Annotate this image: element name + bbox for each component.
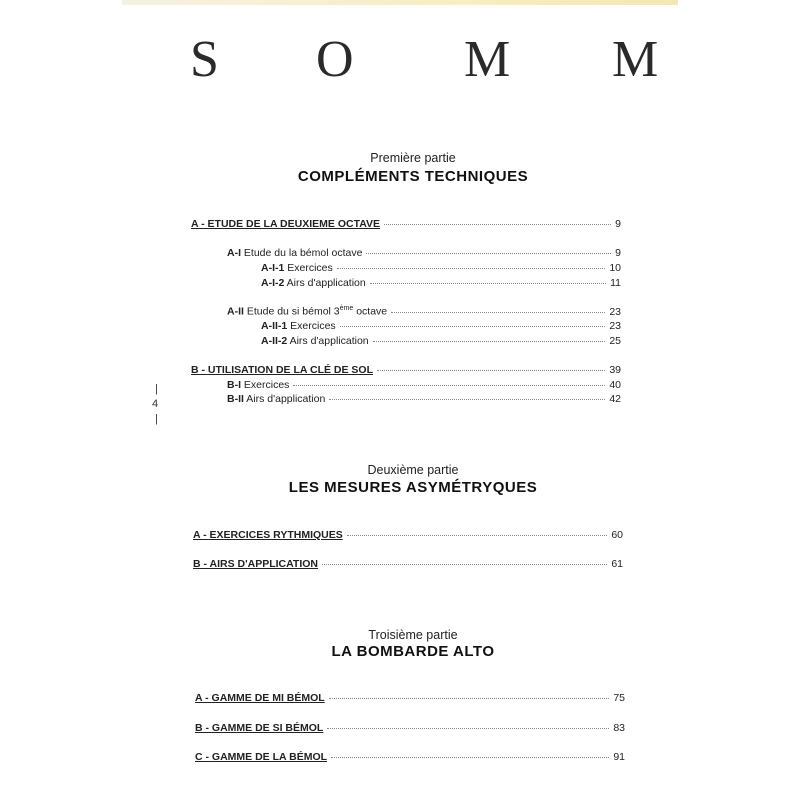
toc-entry[interactable] — [261, 335, 621, 347]
entry-page: 23 — [609, 305, 621, 318]
entry-text: AIRS D'APPLICATION — [209, 558, 319, 570]
part-1-label: Première partie — [370, 151, 456, 165]
entry-superscript: ème — [339, 305, 354, 312]
leader-dots — [327, 728, 609, 729]
toc-entry[interactable] — [195, 751, 625, 763]
header-letter-s: S — [190, 31, 221, 88]
entry-page: 61 — [611, 558, 623, 570]
entry-text: GAMME DE SI BÉMOL — [211, 722, 324, 734]
leader-dots — [370, 283, 606, 284]
page-number: 4 — [152, 398, 159, 410]
margin-tick-bottom: | — [155, 413, 158, 425]
entry-code: A - — [193, 529, 210, 541]
entry-page: 10 — [609, 262, 621, 274]
entry-text: Airs d'application — [287, 335, 369, 347]
entry-code: B - — [193, 558, 210, 570]
entry-page: 9 — [615, 247, 621, 259]
entry-page: 39 — [609, 364, 621, 376]
entry-page: 25 — [609, 335, 621, 347]
entry-code: B-I — [227, 379, 241, 391]
leader-dots — [340, 326, 606, 327]
toc-entry[interactable] — [193, 558, 623, 570]
entry-page: 23 — [609, 320, 621, 332]
margin-tick-top: | — [155, 383, 158, 395]
leader-dots — [347, 535, 608, 536]
entry-page: 60 — [611, 529, 623, 541]
entry-code: A-I — [227, 247, 241, 259]
toc-entry[interactable] — [193, 529, 623, 541]
entry-page: 42 — [609, 393, 621, 405]
entry-code: B-II — [227, 393, 244, 405]
entry-page: 9 — [615, 218, 621, 230]
entry-code: B - — [195, 722, 212, 734]
entry-code: A - — [191, 218, 208, 230]
leader-dots — [329, 399, 605, 400]
entry-code: A - — [195, 692, 212, 704]
entry-page: 91 — [613, 751, 625, 763]
entry-text: Airs d'application — [243, 393, 326, 405]
toc-entry[interactable] — [227, 247, 621, 259]
toc-entry[interactable] — [195, 722, 625, 734]
entry-page: 83 — [613, 722, 625, 734]
toc-entry[interactable] — [227, 379, 621, 391]
toc-entry[interactable] — [227, 305, 621, 318]
entry-page: 75 — [613, 692, 625, 704]
entry-code: A-I-2 — [261, 277, 285, 289]
entry-text: Exercices — [241, 379, 290, 391]
entry-text: Etude du si bémol 3 — [243, 305, 340, 318]
entry-text: GAMME DE LA BÉMOL — [211, 751, 328, 763]
toc-entry[interactable] — [261, 262, 621, 274]
entry-text: Airs d'application — [284, 277, 366, 289]
part-3-title: LA BOMBARDE ALTO — [331, 643, 495, 660]
leader-dots — [293, 385, 605, 386]
part-3-label: Troisième partie — [368, 628, 458, 642]
entry-text: ETUDE DE LA DEUXIEME OCTAVE — [207, 218, 381, 230]
toc-entry[interactable] — [261, 277, 621, 289]
page-top-band — [122, 0, 678, 5]
leader-dots — [384, 224, 611, 225]
entry-code: A-I-1 — [261, 262, 285, 274]
leader-dots — [391, 312, 605, 313]
toc-entry[interactable] — [227, 393, 621, 405]
entry-page: 11 — [610, 277, 621, 289]
entry-text: Exercices — [287, 320, 336, 332]
toc-entry[interactable] — [191, 218, 621, 230]
leader-dots — [377, 370, 605, 371]
entry-text: GAMME DE MI BÉMOL — [211, 692, 325, 704]
entry-code: A-II-1 — [261, 320, 288, 332]
part-2-title: LES MESURES ASYMÉTRYQUES — [288, 479, 538, 496]
entry-code: B - — [191, 364, 208, 376]
entry-code: C - — [195, 751, 212, 763]
leader-dots — [322, 564, 607, 565]
entry-text: EXERCICES RYTHMIQUES — [209, 529, 343, 541]
leader-dots — [366, 253, 611, 254]
part-1-title: COMPLÉMENTS TECHNIQUES — [297, 168, 529, 185]
entry-text: Etude du la bémol octave — [241, 247, 363, 259]
leader-dots — [373, 341, 606, 342]
header-letter-o: O — [316, 31, 356, 88]
leader-dots — [329, 698, 610, 699]
toc-entry[interactable] — [195, 692, 625, 704]
part-2-label: Deuxième partie — [367, 463, 459, 477]
entry-text: Exercices — [284, 262, 333, 274]
entry-page: 40 — [609, 379, 621, 391]
toc-entry[interactable] — [191, 364, 621, 376]
entry-text-suffix: octave — [353, 305, 388, 318]
entry-text: UTILISATION DE LA CLÉ DE SOL — [207, 364, 374, 376]
leader-dots — [337, 268, 606, 269]
entry-code: A-II — [227, 305, 244, 318]
toc-entry[interactable] — [261, 320, 621, 332]
header-letter-m2: M — [612, 31, 661, 88]
leader-dots — [331, 757, 609, 758]
entry-code: A-II-2 — [261, 335, 288, 347]
header-letter-m1: M — [464, 31, 513, 88]
